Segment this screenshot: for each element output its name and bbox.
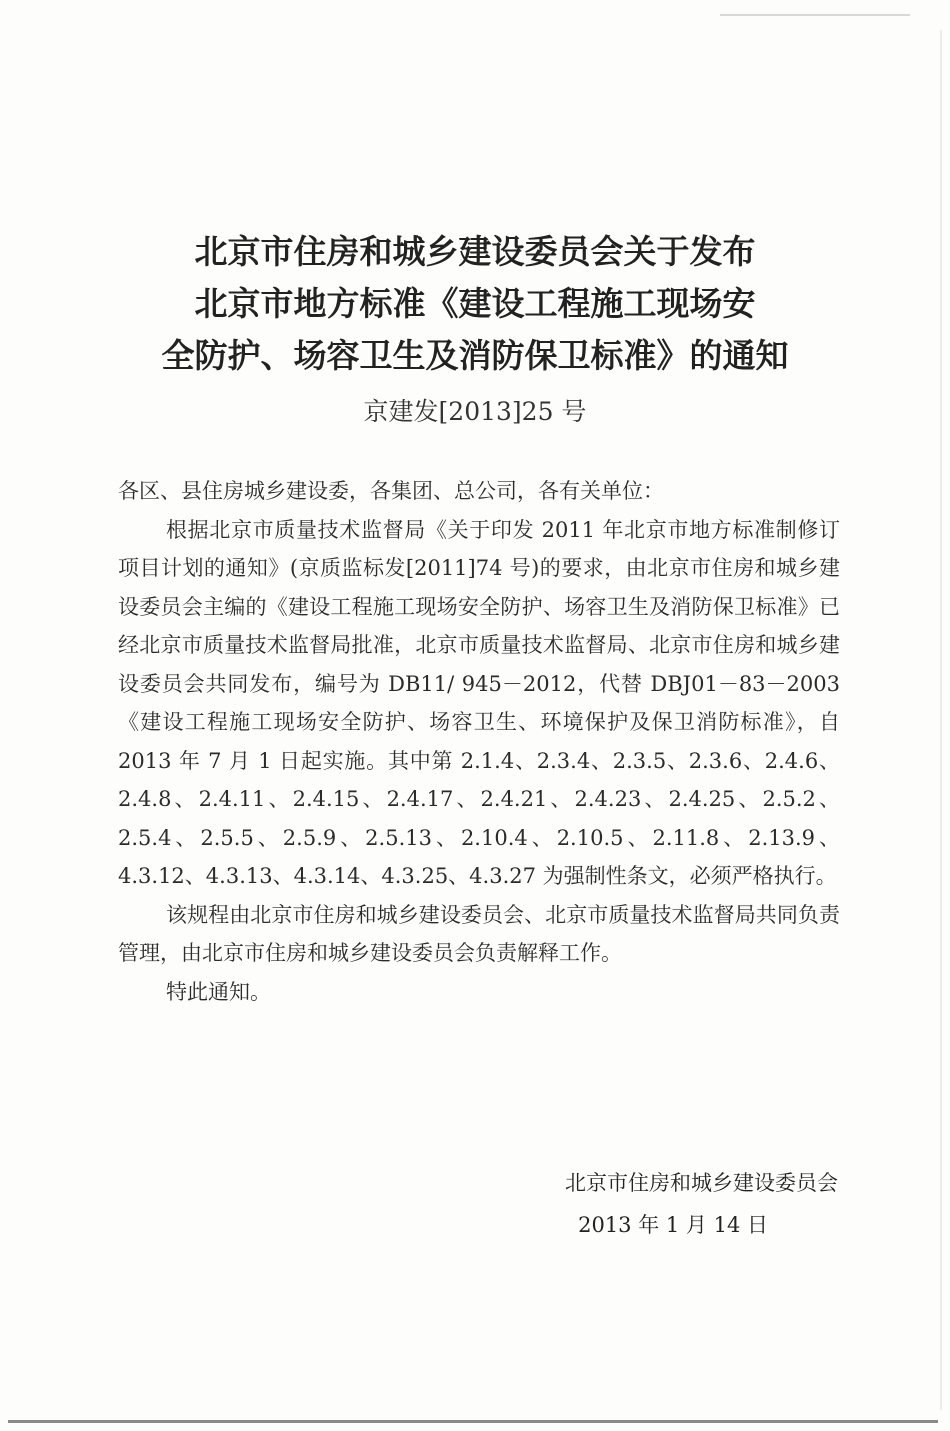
paragraph-closing: 特此通知。 xyxy=(166,979,271,1004)
title-line-1: 北京市住房和城乡建设委员会关于发布 xyxy=(194,232,756,271)
notice-title xyxy=(150,226,800,382)
paragraph-management: 该规程由北京市住房和城乡建设委员会、北京市质量技术监督局共同负责管理，由北京市住房和城乡建设委员会负责解释工作。 xyxy=(118,902,840,965)
salutation: 各区、县住房城乡建设委，各集团、总公司，各有关单位： xyxy=(118,479,664,503)
paragraph-main: 根据北京市质量技术监督局《关于印发 2011 年北京市地方标准制修订项目计划的通知》(京质监标发[2011]74 号)的要求，由北京市住房和城乡建设委员会主编的《建设工程施工现场安全防护、场容卫生及消防保卫标准》已经北京市质量技术监督局批准，北京市质量技术监督局、北京市住房和城乡建设委员会共同发布，编号为 DB11/ 945－2012，代替 DBJ01－83－2003《建设工程施工现场安全防护、场容卫生、环境保护及保卫消防标准》，自 2013 年 7 月 1 日起实施。其中第 2.1.4、2.3.4、2.3.5、2.3.6、2.4.6、2.4.8、2.4.11、2.4.15、2.4.17、2.4.21、2.4.23、2.4.25、2.5.2、2.5.4、2.5.5、2.5.9、2.5.13、2.10.4、2.10.5、2.11.8、2.13.9、4.3.12、4.3.13、4.3.14、4.3.25、4.3.27 为强制性条文，必须严格执行。 xyxy=(118,517,840,888)
scan-edge-right xyxy=(940,30,942,1410)
signature-organization: 北京市住房和城乡建设委员会 xyxy=(565,1171,838,1195)
signature-date: 2013 年 1 月 14 日 xyxy=(578,1213,768,1237)
scan-edge-top xyxy=(720,14,910,16)
scan-edge-bottom xyxy=(8,1420,938,1423)
document-number: 京建发[2013]25 号 xyxy=(363,397,587,426)
title-line-2: 北京市地方标准《建设工程施工现场安 xyxy=(194,284,756,323)
notice-body xyxy=(118,472,840,1011)
title-line-3: 全防护、场容卫生及消防保卫标准》的通知 xyxy=(161,336,789,375)
signature-block xyxy=(565,1162,838,1246)
